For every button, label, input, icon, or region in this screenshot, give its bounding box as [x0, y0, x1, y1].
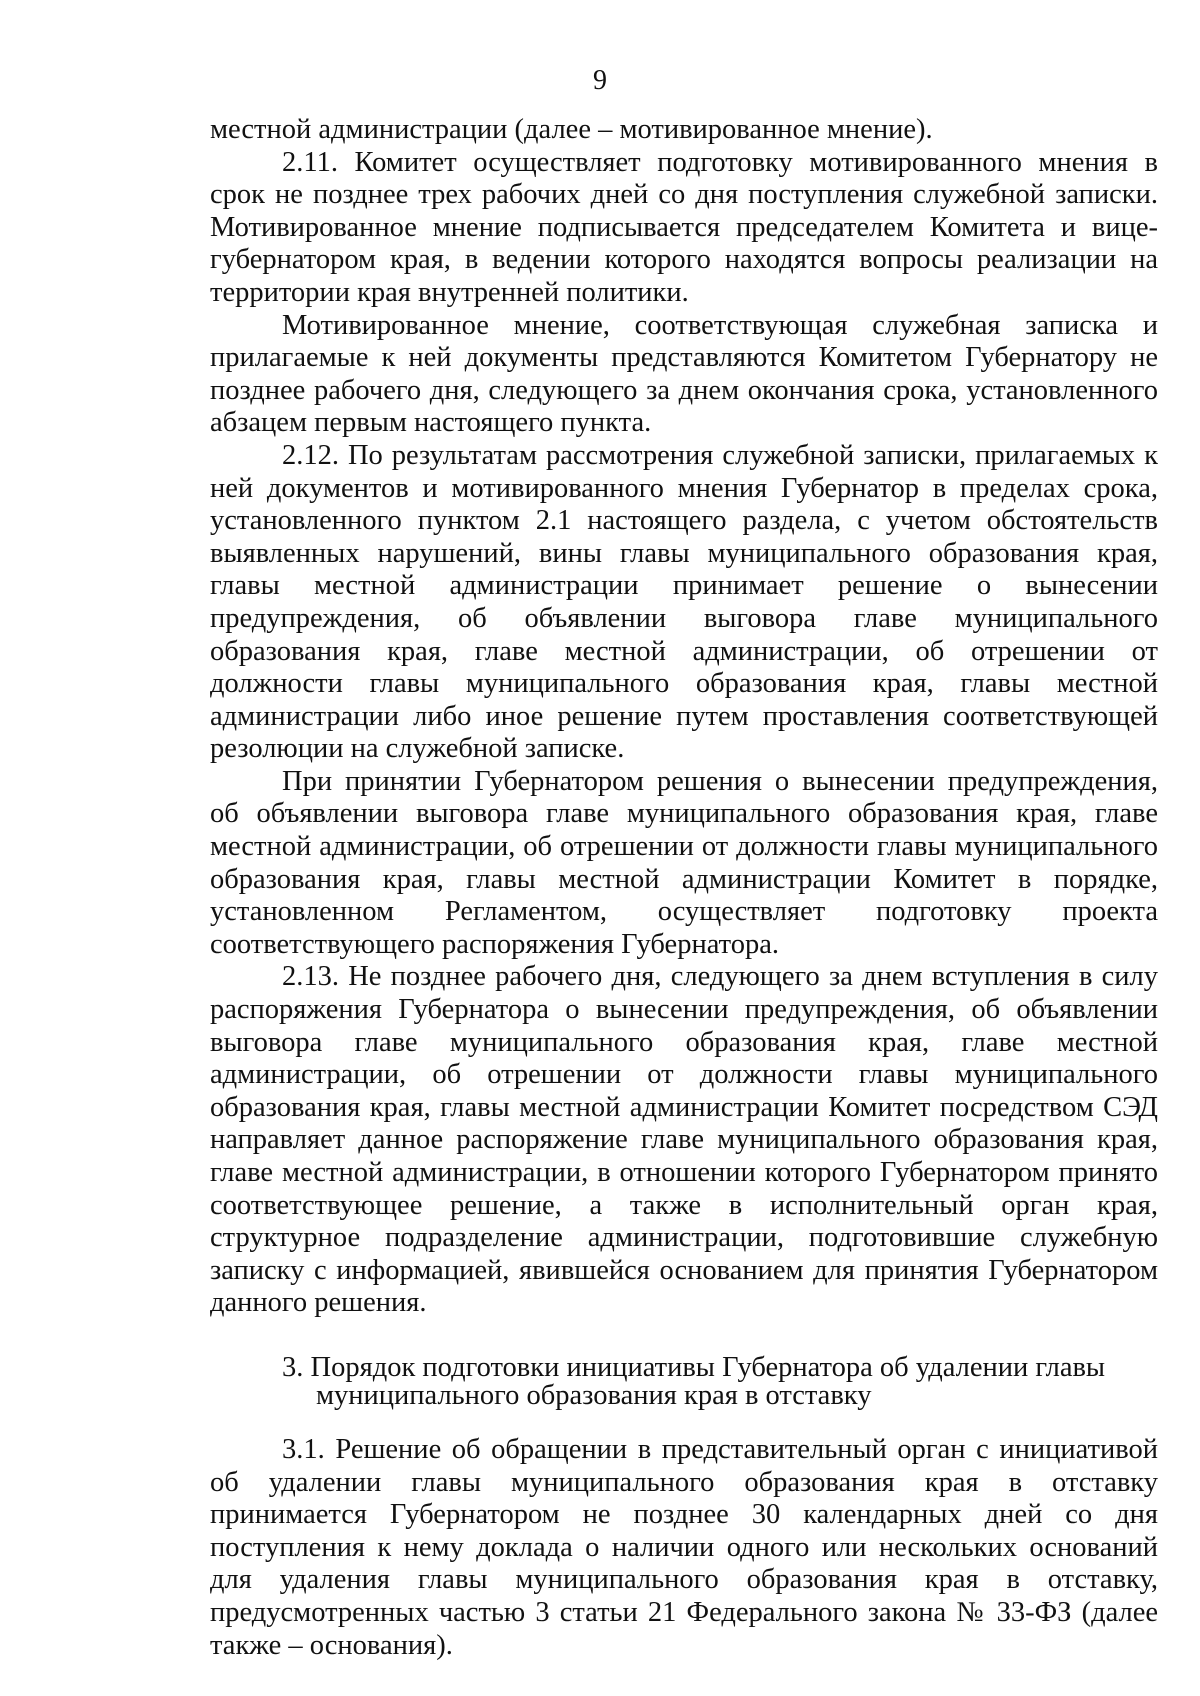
paragraph-2-12-second: При принятии Губернатором решения о вынесении предупреждения, об объявлении выговора главе муниципального образования края, главе местной администрации, об отрешении от должности главы муниципального образования края, главы местной администрации Комитет в порядке, установленном Регламентом, осуществляет подготовку проекта соответствующего распоряжения Губернатора.	[210, 765, 1158, 960]
section-3-heading	[210, 1351, 1158, 1411]
paragraph-2-11: 2.11. Комитет осуществляет подготовку мотивированного мнения в срок не позднее трех рабочих дней со дня поступления служебной записки. Мотивированное мнение подписывается председателем Комитета и вице-губернатором края, в ведении которого находятся вопросы реализации на территории края внутренней политики.	[210, 146, 1158, 308]
paragraph-2-12: 2.12. По результатам рассмотрения служебной записки, прилагаемых к ней документов и мотивированного мнения Губернатор в пределах срока, установленного пунктом 2.1 настоящего раздела, с учетом обстоятельств выявленных нарушений, вины главы муниципального образования края, главы местной администрации принимает решение о вынесении предупреждения, об объявлении выговора главе муниципального образования края, главе местной администрации, об отрешении от должности главы муниципального образования края, главы местной администрации либо иное решение путем проставления соответствующей резолюции на служебной записке.	[210, 439, 1158, 765]
document-body	[210, 114, 1158, 1662]
page-number: 9	[593, 65, 607, 96]
paragraph-3-1: 3.1. Решение об обращении в представительный орган с инициативой об удалении главы муниципального образования края в отставку принимается Губернатором не позднее 30 календарных дней со дня поступления к нему доклада о наличии одного или нескольких оснований для удаления главы муниципального образования края в отставку, предусмотренных частью 3 статьи 21 Федерального закона № 33-ФЗ (далее также – основания).	[210, 1433, 1158, 1661]
paragraph-continuation: местной администрации (далее – мотивированное мнение).	[210, 114, 933, 145]
section-3-heading-line2: муниципального образования края в отставку	[316, 1379, 872, 1411]
paragraph-2-11-second: Мотивированное мнение, соответствующая служебная записка и прилагаемые к ней документы представляются Комитетом Губернатору не позднее рабочего дня, следующего за днем окончания срока, установленного абзацем первым настоящего пункта.	[210, 309, 1158, 439]
section-3-heading-line1: 3. Порядок подготовки инициативы Губернатора об удалении главы	[282, 1351, 1106, 1383]
paragraph-2-13: 2.13. Не позднее рабочего дня, следующего за днем вступления в силу распоряжения Губернатора о вынесении предупреждения, об объявлении выговора главе муниципального образования края, главе местной администрации, об отрешении от должности главы муниципального образования края, главы местной администрации Комитет посредством СЭД направляет данное распоряжение главе муниципального образования края, главе местной администрации, в отношении которого Губернатором принято соответствующее решение, а также в исполнительный орган края, структурное подразделение администрации, подготовившие служебную записку с информацией, явившейся основанием для принятия Губернатором данного решения.	[210, 961, 1158, 1319]
